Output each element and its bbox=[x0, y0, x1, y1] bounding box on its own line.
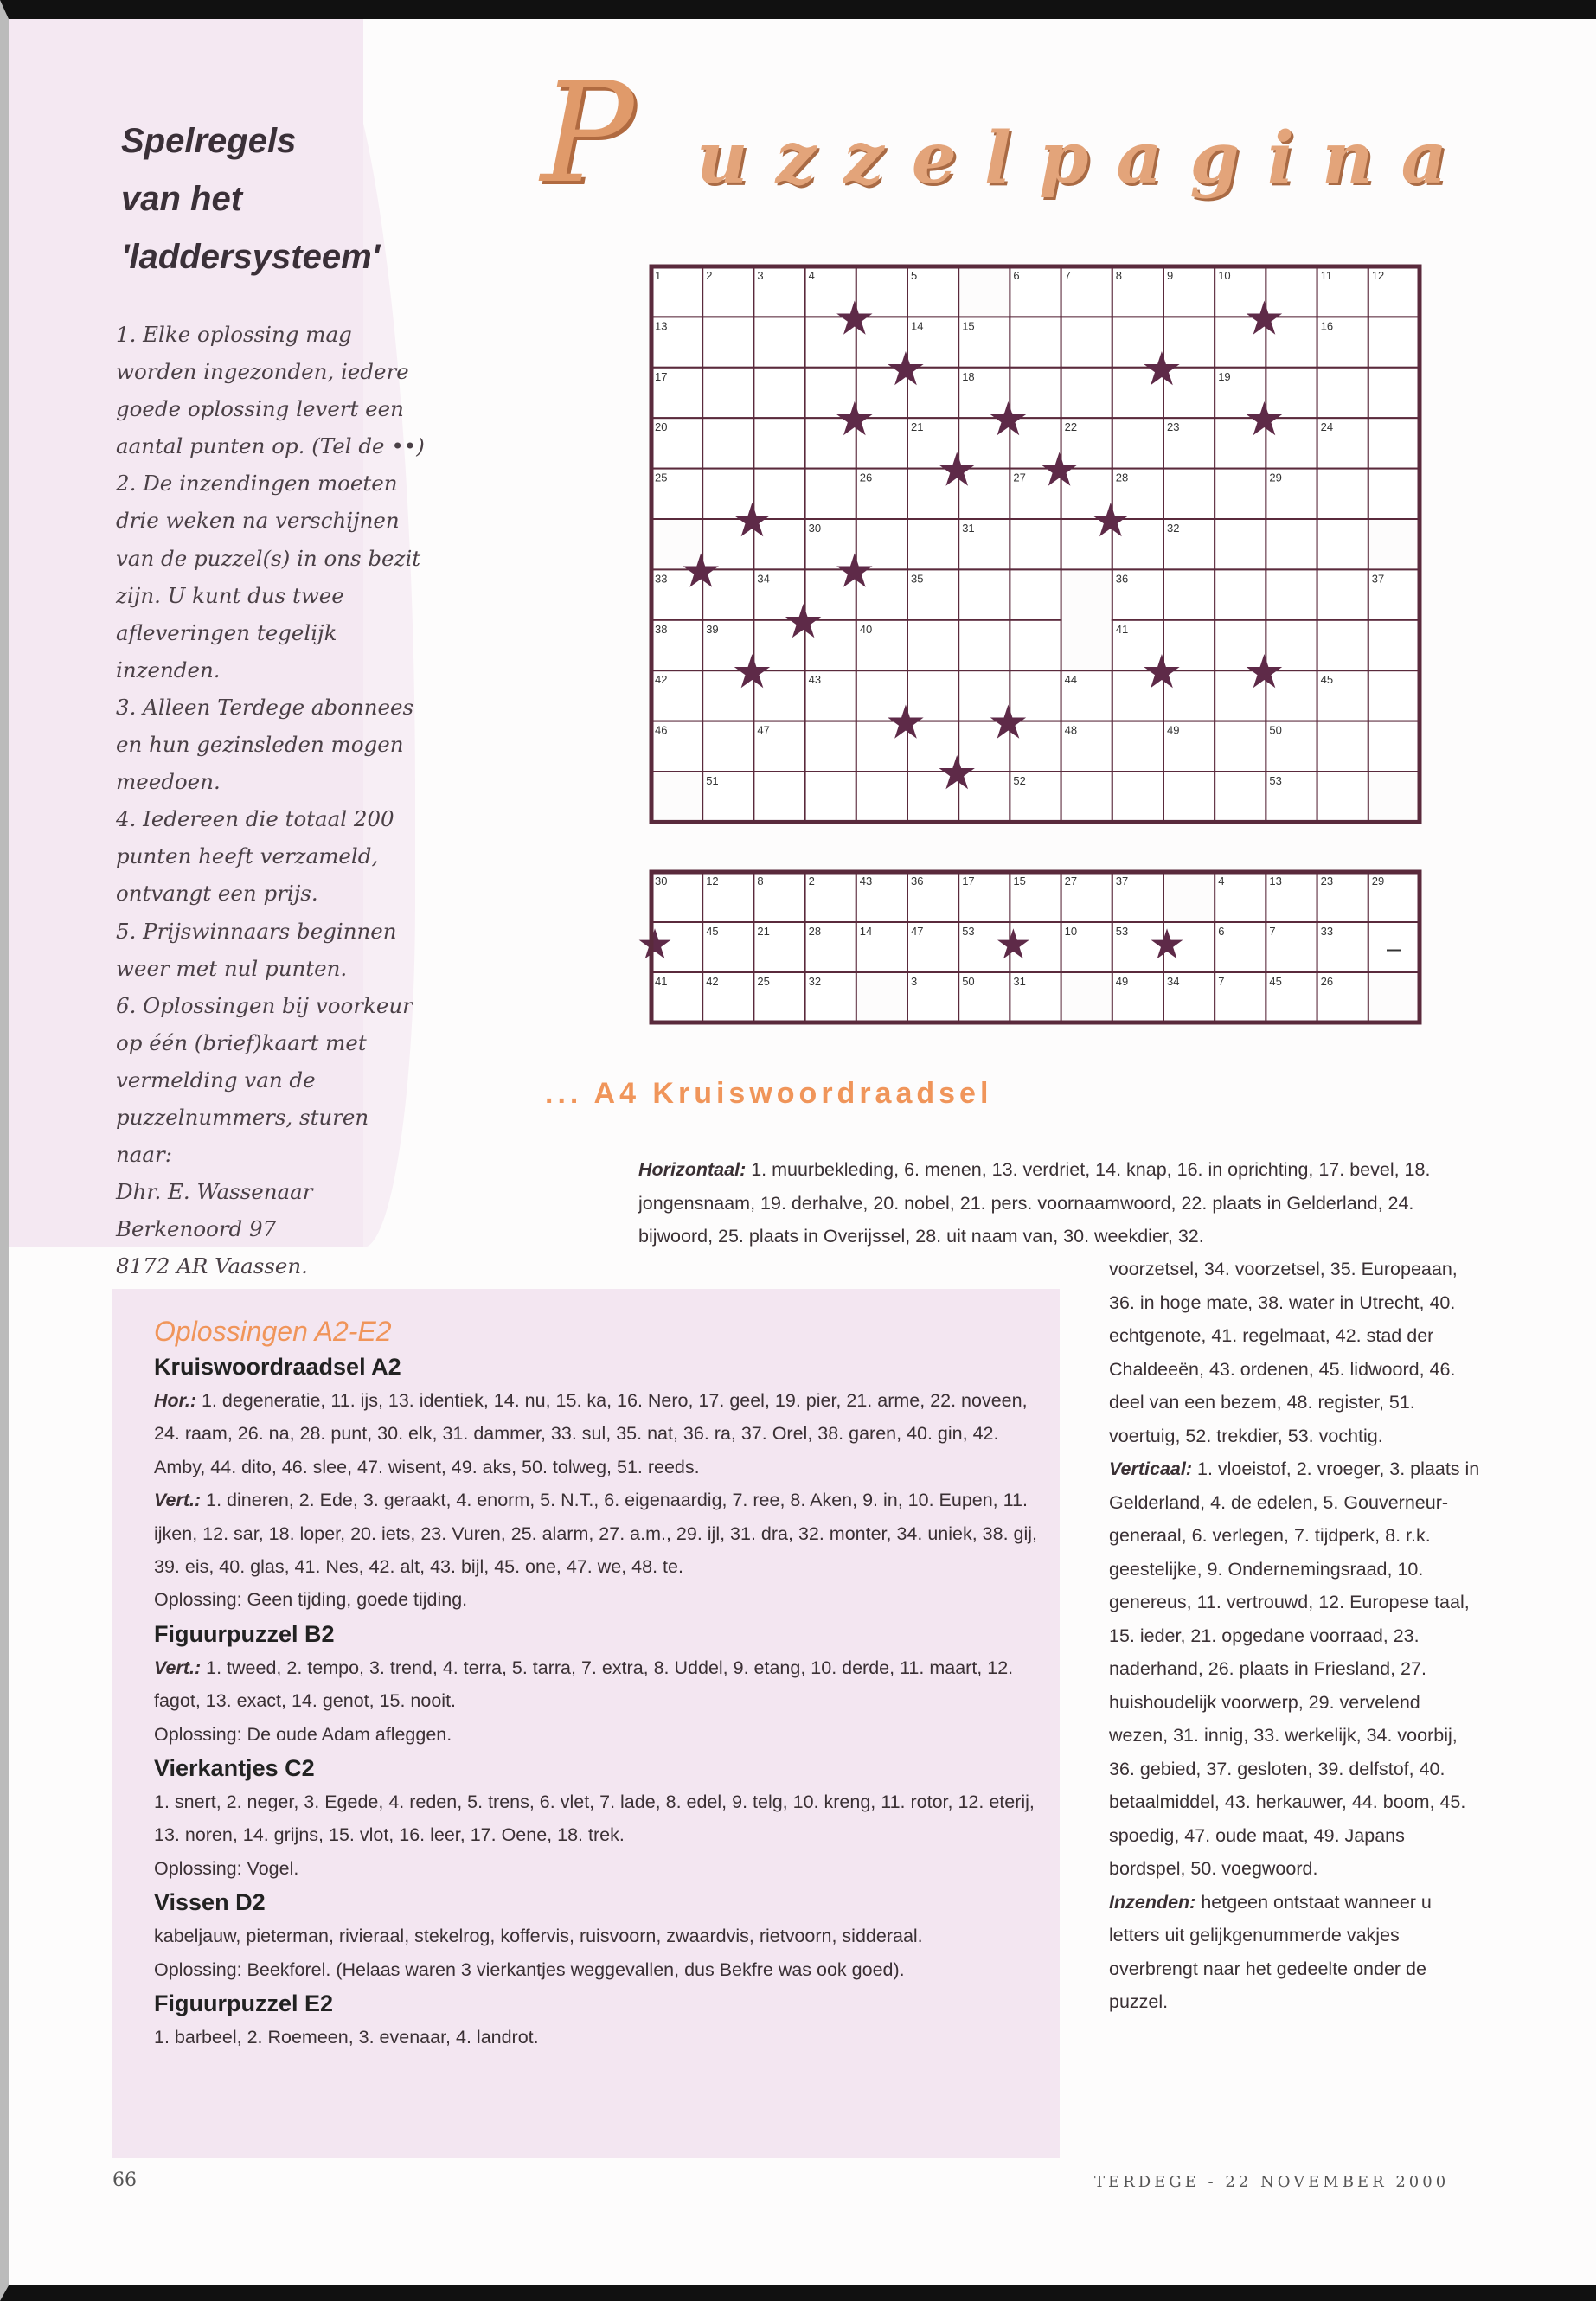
grid-number: 8 bbox=[1115, 269, 1123, 282]
page-title-initial: P bbox=[541, 52, 634, 214]
solution-text: 1. barbeel, 2. Roemeen, 3. evenaar, 4. landrot. bbox=[154, 2027, 539, 2048]
grid-number: 26 bbox=[859, 471, 873, 484]
grid-cell bbox=[1163, 469, 1215, 519]
strip-number: 37 bbox=[1115, 875, 1129, 888]
strip-number: 4 bbox=[1218, 875, 1225, 888]
star-separator: ★ bbox=[731, 493, 773, 548]
grid-number: 46 bbox=[655, 723, 668, 737]
page-title-rest: uzzelpagina bbox=[696, 117, 1475, 200]
grid-cell bbox=[1215, 721, 1266, 772]
grid-cell bbox=[1368, 620, 1420, 670]
grid-cell bbox=[1317, 368, 1368, 418]
solution-strip bbox=[636, 865, 1423, 1029]
grid-cell bbox=[1010, 317, 1061, 367]
star-separator: ★ bbox=[679, 543, 722, 599]
address-line: Dhr. E. Wassenaar bbox=[116, 1179, 313, 1205]
grid-number: 40 bbox=[859, 622, 873, 636]
grid-cell bbox=[805, 772, 856, 822]
solution-answer: Oplossing: Geen tijding, goede tijding. bbox=[154, 1589, 468, 1611]
grid-cell bbox=[702, 721, 753, 772]
grid-cell bbox=[1266, 519, 1317, 569]
star-separator: ★ bbox=[1243, 644, 1285, 700]
star-separator: ★ bbox=[833, 392, 876, 447]
strip-number: 10 bbox=[1064, 925, 1078, 938]
publication-line: TERDEGE - 22 NOVEMBER 2000 bbox=[1094, 2173, 1450, 2191]
star-separator: ★ bbox=[833, 291, 876, 346]
grid-cell bbox=[1368, 418, 1420, 468]
vertical-clues-text: 1. vloeistof, 2. vroeger, 3. plaats in Gelderland, 4. de edelen, 5. Gouverneur-generaal, 6. verlegen, 7. tijdperk, 8. r.k. geestelijke, 9. Ondernemingsraad, 10. genereus, 11. vertrouwd, 12. Europese taal, 15. ieder, 21. opgedane voorraad, 23. naderhand, 26. plaats in Friesland, 27. huishoudelijk voorwerp, 29. vervelend wezen, 31. innig, 33. werkelijk, 34. voorbij, 36. gebied, 37. gesloten, 39. delfstof, 40. betaalmiddel, 43. herkauwer, 44. boom, 45. spoedig, 47. oude maat, 49. Japans bordspel, 50. voegwoord. bbox=[1109, 1458, 1480, 1879]
grid-number: 24 bbox=[1320, 420, 1334, 434]
grid-number: 7 bbox=[1064, 269, 1071, 282]
solution-title: Vierkantjes C2 bbox=[154, 1755, 315, 1782]
grid-cell bbox=[958, 569, 1010, 619]
grid-number: 35 bbox=[911, 572, 924, 586]
grid-cell bbox=[753, 317, 804, 367]
grid-number: 29 bbox=[1269, 471, 1282, 484]
strip-number: 42 bbox=[706, 975, 719, 988]
grid-number: 5 bbox=[911, 269, 918, 282]
grid-number: 36 bbox=[1115, 572, 1129, 586]
strip-number: 27 bbox=[1064, 875, 1078, 888]
grid-number: 49 bbox=[1167, 723, 1180, 737]
solutions bbox=[154, 1313, 1041, 2054]
strip-number: 14 bbox=[859, 925, 873, 938]
rule-item: 2. De inzendingen moeten drie weken na verschijnen van de puzzel(s) in ons bezit zijn. U kunt dus twee afleveringen tegelijk inzenden. bbox=[116, 471, 421, 683]
grid-cell bbox=[702, 418, 753, 468]
grid-number: 44 bbox=[1064, 673, 1078, 687]
grid-number: 43 bbox=[808, 673, 822, 687]
strip-number: 23 bbox=[1320, 875, 1334, 888]
grid-number: 52 bbox=[1013, 774, 1026, 787]
grid-cell bbox=[1163, 772, 1215, 822]
strip-number: 53 bbox=[962, 925, 975, 938]
strip-number: 3 bbox=[911, 975, 918, 988]
strip-number: 28 bbox=[808, 925, 822, 938]
grid-cell bbox=[753, 772, 804, 822]
grid-cell bbox=[907, 620, 958, 670]
solution-title: Figuurpuzzel B2 bbox=[154, 1620, 335, 1647]
strip-number: 21 bbox=[757, 925, 770, 938]
star-separator: ★ bbox=[884, 341, 927, 396]
rules-list bbox=[116, 316, 427, 1285]
grid-number: 3 bbox=[757, 269, 764, 282]
strip-number: 13 bbox=[1269, 875, 1282, 888]
horizontal-clues-continued: voorzetsel, 34. voorzetsel, 35. Europeaan, 36. in hoge mate, 38. water in Utrecht, 40. echtgenote, 41. regelmaat, 42. stad der Chaldeeën, 43. ordenen, 45. lidwoord, 46. deel van een bezem, 48. register, 51. voertuig, 52. trekdier, 53. vochtig. bbox=[1109, 1259, 1458, 1446]
strip-number: 12 bbox=[706, 875, 719, 888]
strip-number: 49 bbox=[1115, 975, 1129, 988]
grid-number: 45 bbox=[1320, 673, 1334, 687]
strip-number: 30 bbox=[655, 875, 668, 888]
grid-cell bbox=[702, 317, 753, 367]
a4-heading: ... A4 Kruiswoordraadsel bbox=[545, 1077, 993, 1110]
strip-number: 53 bbox=[1115, 925, 1129, 938]
star-separator: ★ bbox=[782, 593, 824, 649]
grid-cell bbox=[1317, 772, 1368, 822]
solutions-heading: Oplossingen A2-E2 bbox=[154, 1316, 392, 1347]
grid-number: 37 bbox=[1371, 572, 1385, 586]
grid-cell bbox=[1163, 569, 1215, 619]
grid-number: 1 bbox=[655, 269, 662, 282]
grid-cell bbox=[1215, 519, 1266, 569]
strip-number: 25 bbox=[757, 975, 770, 988]
horizontal-clues bbox=[638, 1153, 1486, 1253]
star-separator: ★ bbox=[935, 442, 978, 497]
strip-number: 50 bbox=[962, 975, 975, 988]
grid-number: 6 bbox=[1013, 269, 1020, 282]
strip-number: 6 bbox=[1218, 925, 1225, 938]
star-separator: ★ bbox=[884, 695, 927, 750]
rule-item: 5. Prijswinnaars beginnen weer met nul punten. bbox=[116, 918, 397, 981]
grid-number: 38 bbox=[655, 622, 668, 636]
grid-cell bbox=[1317, 620, 1368, 670]
grid-cell bbox=[856, 772, 907, 822]
star-separator: ★ bbox=[994, 920, 1032, 969]
grid-number: 28 bbox=[1115, 471, 1129, 484]
strip-number: 8 bbox=[757, 875, 764, 888]
grid-number: 4 bbox=[808, 269, 815, 282]
grid-number: 15 bbox=[962, 319, 975, 333]
solution-answer: Oplossing: De oude Adam afleggen. bbox=[154, 1723, 452, 1745]
address-line: 8172 AR Vaassen. bbox=[116, 1253, 308, 1279]
grid-cell bbox=[1368, 368, 1420, 418]
grid-cell bbox=[1112, 721, 1163, 772]
grid-cell bbox=[1061, 368, 1112, 418]
grid-number: 9 bbox=[1167, 269, 1174, 282]
submit-text: hetgeen ontstaat wanneer u letters uit gelijkgenummerde vakjes overbrengt naar het gedeelte onder de puzzel. bbox=[1109, 1891, 1432, 2012]
grid-cell bbox=[753, 368, 804, 418]
strip-number: 7 bbox=[1218, 975, 1225, 988]
grid-number: 25 bbox=[655, 471, 668, 484]
rule-item: 4. Iedereen die totaal 200 punten heeft verzameld, ontvangt een prijs. bbox=[116, 806, 394, 907]
grid-number: 17 bbox=[655, 369, 668, 383]
grid-cell bbox=[1317, 721, 1368, 772]
solution-text: 1. tweed, 2. tempo, 3. trend, 4. terra, 5. tarra, 7. extra, 8. Uddel, 9. etang, 10. derde, 11. maart, 12. fagot, 13. exact, 14. genot, 15. nooit. bbox=[154, 1657, 1014, 1712]
star-separator: ★ bbox=[636, 920, 674, 969]
grid-number: 51 bbox=[706, 774, 719, 787]
star-separator: ★ bbox=[1243, 392, 1285, 447]
grid-number: 14 bbox=[911, 319, 924, 333]
grid-number: 19 bbox=[1218, 369, 1231, 383]
grid-number: 39 bbox=[706, 622, 719, 636]
grid-number: 53 bbox=[1269, 774, 1282, 787]
grid-number: 16 bbox=[1320, 319, 1334, 333]
grid-cell bbox=[702, 368, 753, 418]
label: Hor.: bbox=[154, 1390, 196, 1411]
solution-title: Vissen D2 bbox=[154, 1889, 266, 1916]
grid-cell bbox=[1215, 569, 1266, 619]
star-separator: ★ bbox=[833, 543, 876, 599]
grid-cell bbox=[1112, 772, 1163, 822]
clues-column bbox=[1109, 1253, 1481, 2019]
strip-number: 36 bbox=[911, 875, 924, 888]
grid-cell bbox=[1112, 418, 1163, 468]
grid-number: 42 bbox=[655, 673, 668, 687]
grid-cell bbox=[1061, 772, 1112, 822]
strip-number: 26 bbox=[1320, 975, 1334, 988]
strip-number: 43 bbox=[859, 875, 873, 888]
grid-number: 50 bbox=[1269, 723, 1282, 737]
grid-number: 2 bbox=[706, 269, 713, 282]
grid-cell bbox=[1368, 721, 1420, 772]
grid-cell bbox=[958, 620, 1010, 670]
strip-number: 7 bbox=[1269, 925, 1276, 938]
star-separator: ★ bbox=[1148, 920, 1186, 969]
solution-title: Figuurpuzzel E2 bbox=[154, 1990, 334, 2017]
grid-cell bbox=[1215, 772, 1266, 822]
strip-number: 45 bbox=[1269, 975, 1282, 988]
grid-cell bbox=[1215, 469, 1266, 519]
grid-cell bbox=[1368, 317, 1420, 367]
star-separator: ★ bbox=[1243, 291, 1285, 346]
page-number: 66 bbox=[112, 2170, 137, 2191]
star-separator: ★ bbox=[731, 644, 773, 700]
grid-number: 30 bbox=[808, 522, 822, 535]
grid-cell bbox=[1317, 519, 1368, 569]
rule-item: 6. Oplossingen bij voorkeur op één (brief)kaart met vermelding van de puzzelnummers, sturen naar: bbox=[116, 992, 413, 1168]
star-separator: ★ bbox=[987, 392, 1029, 447]
rules-title-line: van het bbox=[121, 180, 243, 218]
grid-cell bbox=[1368, 670, 1420, 721]
grid-cell bbox=[1317, 569, 1368, 619]
solution-answer: Oplossing: Beekforel. (Helaas waren 3 vierkantjes weggevallen, dus Bekfre was ook goed). bbox=[154, 1958, 905, 1980]
grid-cell bbox=[1317, 469, 1368, 519]
solution-text: 1. snert, 2. neger, 3. Egede, 4. reden, 5. trens, 6. vlet, 7. lade, 8. edel, 9. telg, 10. kreng, 11. rotor, 12. eterij, 13. noren, 14. grijns, 15. vlot, 16. leer, 17. Oene, 18. trek. bbox=[154, 1791, 1035, 1846]
star-separator: ★ bbox=[1140, 644, 1183, 700]
grid-number: 33 bbox=[655, 572, 668, 586]
solution-title: Kruiswoordraadsel A2 bbox=[154, 1354, 401, 1380]
strip-number: 17 bbox=[962, 875, 975, 888]
grid-number: 34 bbox=[757, 572, 770, 586]
grid-cell bbox=[1368, 469, 1420, 519]
star-separator: ★ bbox=[935, 746, 978, 800]
grid-number: 31 bbox=[962, 522, 975, 535]
grid-cell bbox=[907, 519, 958, 569]
grid-number: 23 bbox=[1167, 420, 1180, 434]
crossword-grid bbox=[644, 260, 1423, 830]
strip-number: 33 bbox=[1320, 925, 1334, 938]
grid-number: 12 bbox=[1371, 269, 1385, 282]
horizontal-clues-text: 1. muurbekleding, 6. menen, 13. verdriet, 14. knap, 16. in oprichting, 17. bevel, 18. jongensnaam, 19. derhalve, 20. nobel, 21. pers. voornaamwoord, 22. plaats in Gelderland, 24. bijwoord, 25. plaats in Overijssel, 28. uit naam van, 30. weekdier, 32. bbox=[638, 1159, 1431, 1247]
grid-number: 47 bbox=[757, 723, 770, 737]
grid-number: 20 bbox=[655, 420, 668, 434]
grid-cell bbox=[805, 721, 856, 772]
grid-cell bbox=[1010, 620, 1061, 670]
grid-number: 18 bbox=[962, 369, 975, 383]
solution-answer: Oplossing: Vogel. bbox=[154, 1857, 299, 1879]
vertical-label: Verticaal: bbox=[1109, 1458, 1193, 1479]
rules-title-line: Spelregels bbox=[121, 122, 297, 160]
star-separator: ★ bbox=[987, 695, 1029, 750]
rule-item: 3. Alleen Terdege abonnees en hun gezinsleden mogen meedoen. bbox=[116, 694, 414, 795]
label: Vert.: bbox=[154, 1657, 202, 1678]
page-title bbox=[541, 52, 1535, 216]
star-separator: ★ bbox=[1038, 442, 1080, 497]
grid-number: 22 bbox=[1064, 420, 1078, 434]
address-line: Berkenoord 97 bbox=[116, 1216, 277, 1242]
strip-number: 34 bbox=[1167, 975, 1180, 988]
solution-text: kabeljauw, pieterman, rivieraal, stekelrog, koffervis, ruisvoorn, zwaardvis, rietvoorn, sidderaal. bbox=[154, 1926, 923, 1947]
strip-number: 47 bbox=[911, 925, 924, 938]
strip-dash: – bbox=[1387, 934, 1401, 963]
grid-cell bbox=[1266, 569, 1317, 619]
horizontal-label: Horizontaal: bbox=[638, 1159, 747, 1180]
strip-number: 31 bbox=[1013, 975, 1026, 988]
strip-number: 32 bbox=[808, 975, 822, 988]
strip-number: 2 bbox=[808, 875, 815, 888]
rules-title-line: 'laddersysteem' bbox=[121, 238, 381, 276]
label: Vert.: bbox=[154, 1490, 202, 1511]
grid-number: 32 bbox=[1167, 522, 1180, 535]
grid-number: 10 bbox=[1218, 269, 1231, 282]
grid-cell bbox=[805, 469, 856, 519]
grid-number: 27 bbox=[1013, 471, 1026, 484]
rules-title bbox=[121, 112, 433, 286]
grid-number: 21 bbox=[911, 420, 924, 434]
strip-number: 45 bbox=[706, 925, 719, 938]
rule-item: 1. Elke oplossing mag worden ingezonden, iedere goede oplossing levert een aantal punten op. (Tel de ••) bbox=[116, 322, 425, 459]
submit-label: Inzenden: bbox=[1109, 1891, 1196, 1913]
strip-number: 41 bbox=[655, 975, 668, 988]
grid-number: 41 bbox=[1115, 622, 1129, 636]
grid-cell bbox=[1061, 317, 1112, 367]
solution-text: 1. degeneratie, 11. ijs, 13. identiek, 14. nu, 15. ka, 16. Nero, 17. geel, 19. pier, 21. arme, 22. noveen, 24. raam, 26. na, 28. punt, 30. elk, 31. dammer, 33. sul, 35. nat, 36. ra, 37. Orel, 38. garen, 40. gin, 42. Amby, 44. dito, 46. slee, 47. wisent, 49. aks, 50. tolweg, 51. reeds. bbox=[154, 1390, 1028, 1477]
grid-cell bbox=[753, 418, 804, 468]
grid-cell bbox=[1010, 519, 1061, 569]
grid-number: 11 bbox=[1320, 269, 1333, 282]
grid-number: 13 bbox=[655, 319, 668, 333]
grid-number: 48 bbox=[1064, 723, 1078, 737]
strip-number: 29 bbox=[1371, 875, 1385, 888]
strip-number: 15 bbox=[1013, 875, 1026, 888]
solution-text: 1. dineren, 2. Ede, 3. geraakt, 4. enorm, 5. N.T., 6. eigenaardig, 7. ree, 8. Aken, 9. in, 10. Eupen, 11. ijken, 12. sar, 18. loper, 20. iets, 23. Vuren, 25. alarm, 27. a.m., 29. ijl, 31. dra, 32. monter, 34. uniek, 38. gij, 39. eis, 40. glas, 41. Nes, 42. alt, 43. bijl, 45. one, 47. we, 48. te. bbox=[154, 1490, 1038, 1578]
star-separator: ★ bbox=[1140, 341, 1183, 396]
grid-cell bbox=[1010, 569, 1061, 619]
star-separator: ★ bbox=[1089, 493, 1132, 548]
